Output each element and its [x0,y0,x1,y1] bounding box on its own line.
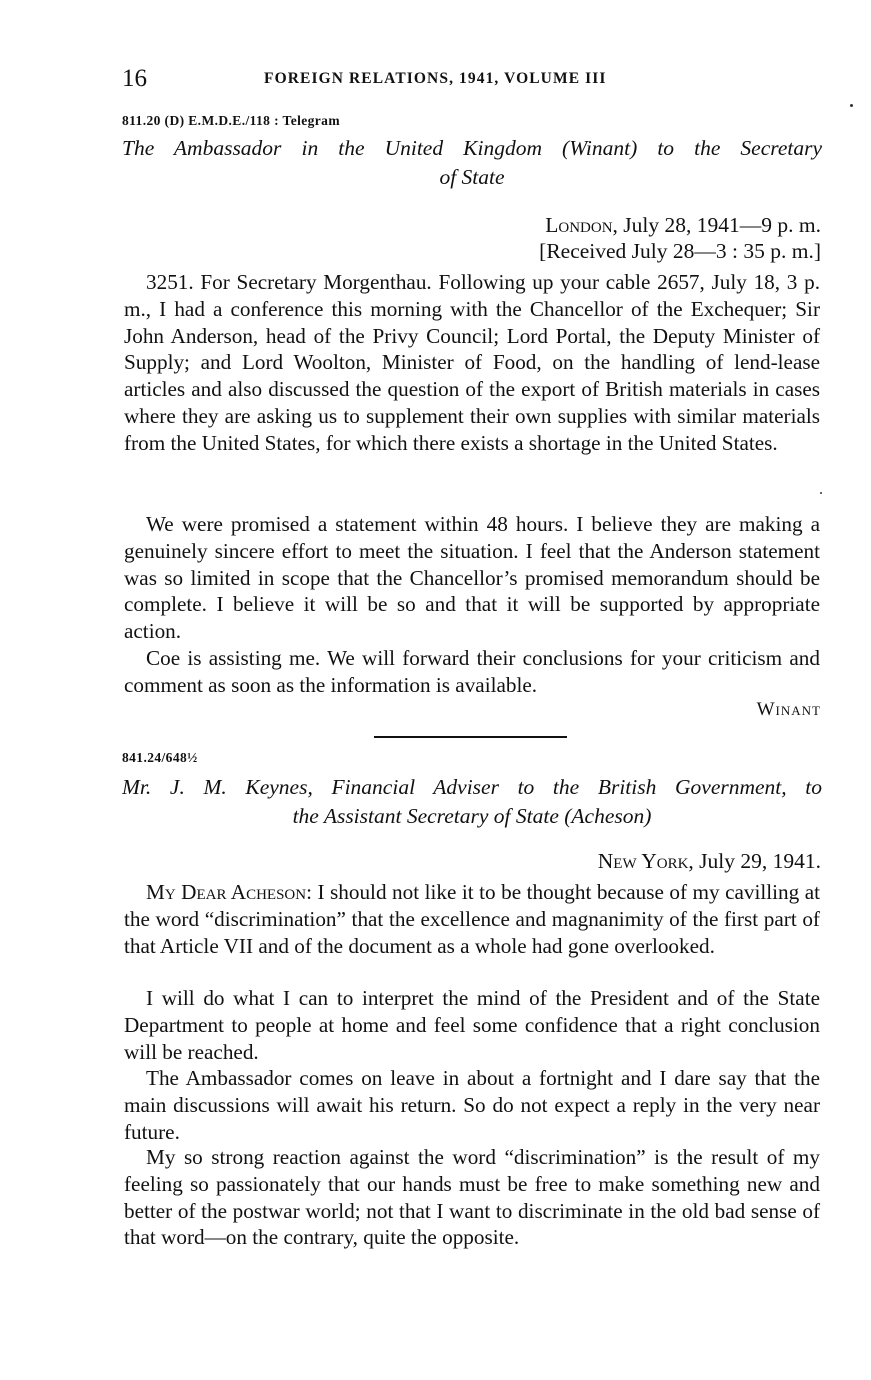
doc1-title [122,134,822,192]
doc2-title [122,773,822,831]
doc2-file-ref: 841.24/648½ [122,750,198,765]
doc2-paragraph-4: My so strong reaction against the word “discrimination” is the result of my feeling so passionately that our hands must be free to make something new and better of the postwar world; not that I want to discriminate in the old bad sense of that word—on the contrary, quite the opposite. [124,1145,820,1250]
doc2-date: , July 29, 1941. [688,849,821,873]
doc2-title-line1: Mr. J. M. Keynes, Financial Adviser to the British Government, to [122,775,822,799]
doc2-place: New York [597,849,689,873]
running-head [122,64,822,94]
doc1-dateline [545,212,821,239]
doc1-signature: Winant [756,699,821,720]
scan-speck [820,492,822,494]
page-number: 16 [122,65,147,92]
doc1-date: , July 28, 1941—9 p. m. [612,213,821,237]
doc1-paragraph-1: 3251. For Secretary Morgenthau. Following up your cable 2657, July 18, 3 p. m., I had a conference this morning with the Chancellor of the Exchequer; Sir John Anderson, head of the Privy Council; Lord Portal, the Deputy Minister of Supply; and Lord Woolton, Minister of Food, on the handling of lend-lease articles and also discussed the question of the export of British materials in cases where they are asking us to supplement their own supplies with similar materials from the United States, for which there exists a shortage in the United States. [124,270,820,455]
doc1-received: [Received July 28—3 : 35 p. m.] [539,239,821,263]
doc2-salutation: My Dear Acheson [146,880,307,904]
doc1-file-ref: 811.20 (D) E.M.D.E./118 : Telegram [122,113,340,128]
journal-title: FOREIGN RELATIONS, 1941, VOLUME III [264,70,607,87]
doc2-paragraph-3: The Ambassador comes on leave in about a fortnight and I dare say that the main discussions will await his return. So do not expect a reply in the very near future. [124,1066,820,1144]
doc1-place: London [545,213,613,237]
doc1-paragraph-3: Coe is assisting me. We will forward their conclusions for your criticism and comment as soon as the information is available. [124,646,820,697]
doc1-title-line1: The Ambassador in the United Kingdom (Winant) to the Secretary [122,136,822,160]
doc1-paragraph-2: We were promised a statement within 48 hours. I believe they are making a genuinely sincere effort to meet the situation. I feel that the Anderson statement was so limited in scope that the Chancellor’s promised memorandum should be complete. I believe it will be so and that it will be supported by appropriate action. [124,512,820,644]
doc2-paragraph-1: My Dear Acheson: I should not like it to be thought because of my cavilling at the word “discrimination” that the excellence and magnanimity of the first part of that Article VII and of the document as a whole had gone overlooked. [124,880,820,958]
doc2-dateline [598,848,821,875]
scan-speck [850,104,853,107]
doc2-title-line2: the Assistant Secretary of State (Acheson) [292,804,652,828]
doc1-title-line2: of State [439,165,505,189]
doc2-paragraph-2: I will do what I can to interpret the mind of the President and of the State Department to people at home and feel some confidence that a right conclusion will be reached. [124,986,820,1064]
section-divider [374,736,567,738]
